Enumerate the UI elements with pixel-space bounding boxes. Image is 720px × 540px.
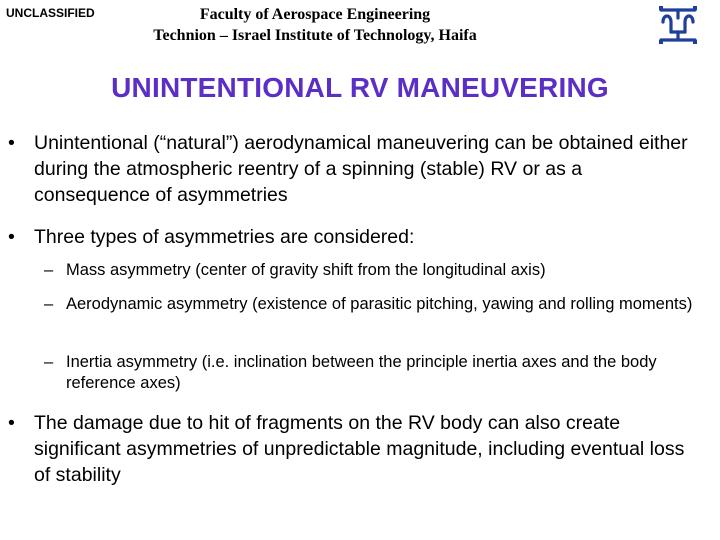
bullet-item xyxy=(8,224,698,250)
slide-header xyxy=(95,4,535,46)
sub-bullet-marker: – xyxy=(44,261,54,279)
bullet-text: Unintentional (“natural”) aerodynamical maneuvering can be obtained either during the atmospheric reentry of a spinning (stable) RV or as a consequence of asymmetries xyxy=(34,132,688,206)
sub-bullet-item xyxy=(44,352,704,394)
sub-bullet-marker: – xyxy=(44,353,54,371)
header-institute: Technion – Israel Institute of Technology, Haifa xyxy=(153,27,477,44)
sub-bullet-item xyxy=(44,260,704,281)
bullet-text: The damage due to hit of fragments on the RV body can also create significant asymmetries of unpredictable magnitude, including eventual loss of stability xyxy=(34,412,685,486)
header-faculty: Faculty of Aerospace Engineering xyxy=(199,6,431,23)
sub-bullet-marker: – xyxy=(44,295,54,313)
bullet-marker: • xyxy=(8,412,15,434)
bullet-marker: • xyxy=(8,132,15,154)
bullet-item xyxy=(8,410,698,488)
classification-label: UNCLASSIFIED xyxy=(6,6,95,20)
sub-bullet-text: Aerodynamic asymmetry (existence of parasitic pitching, yawing and rolling moments) xyxy=(66,295,693,313)
technion-logo-icon xyxy=(655,2,701,48)
slide-title: UNINTENTIONAL RV MANEUVERING xyxy=(111,72,609,103)
bullet-text: Three types of asymmetries are considered: xyxy=(34,226,415,248)
bullet-marker: • xyxy=(8,226,15,248)
sub-bullet-item xyxy=(44,294,704,315)
sub-bullet-text: Mass asymmetry (center of gravity shift from the longitudinal axis) xyxy=(66,261,546,279)
bullet-item xyxy=(8,130,698,208)
sub-bullet-text: Inertia asymmetry (i.e. inclination between the principle inertia axes and the body reference axes) xyxy=(66,353,657,392)
